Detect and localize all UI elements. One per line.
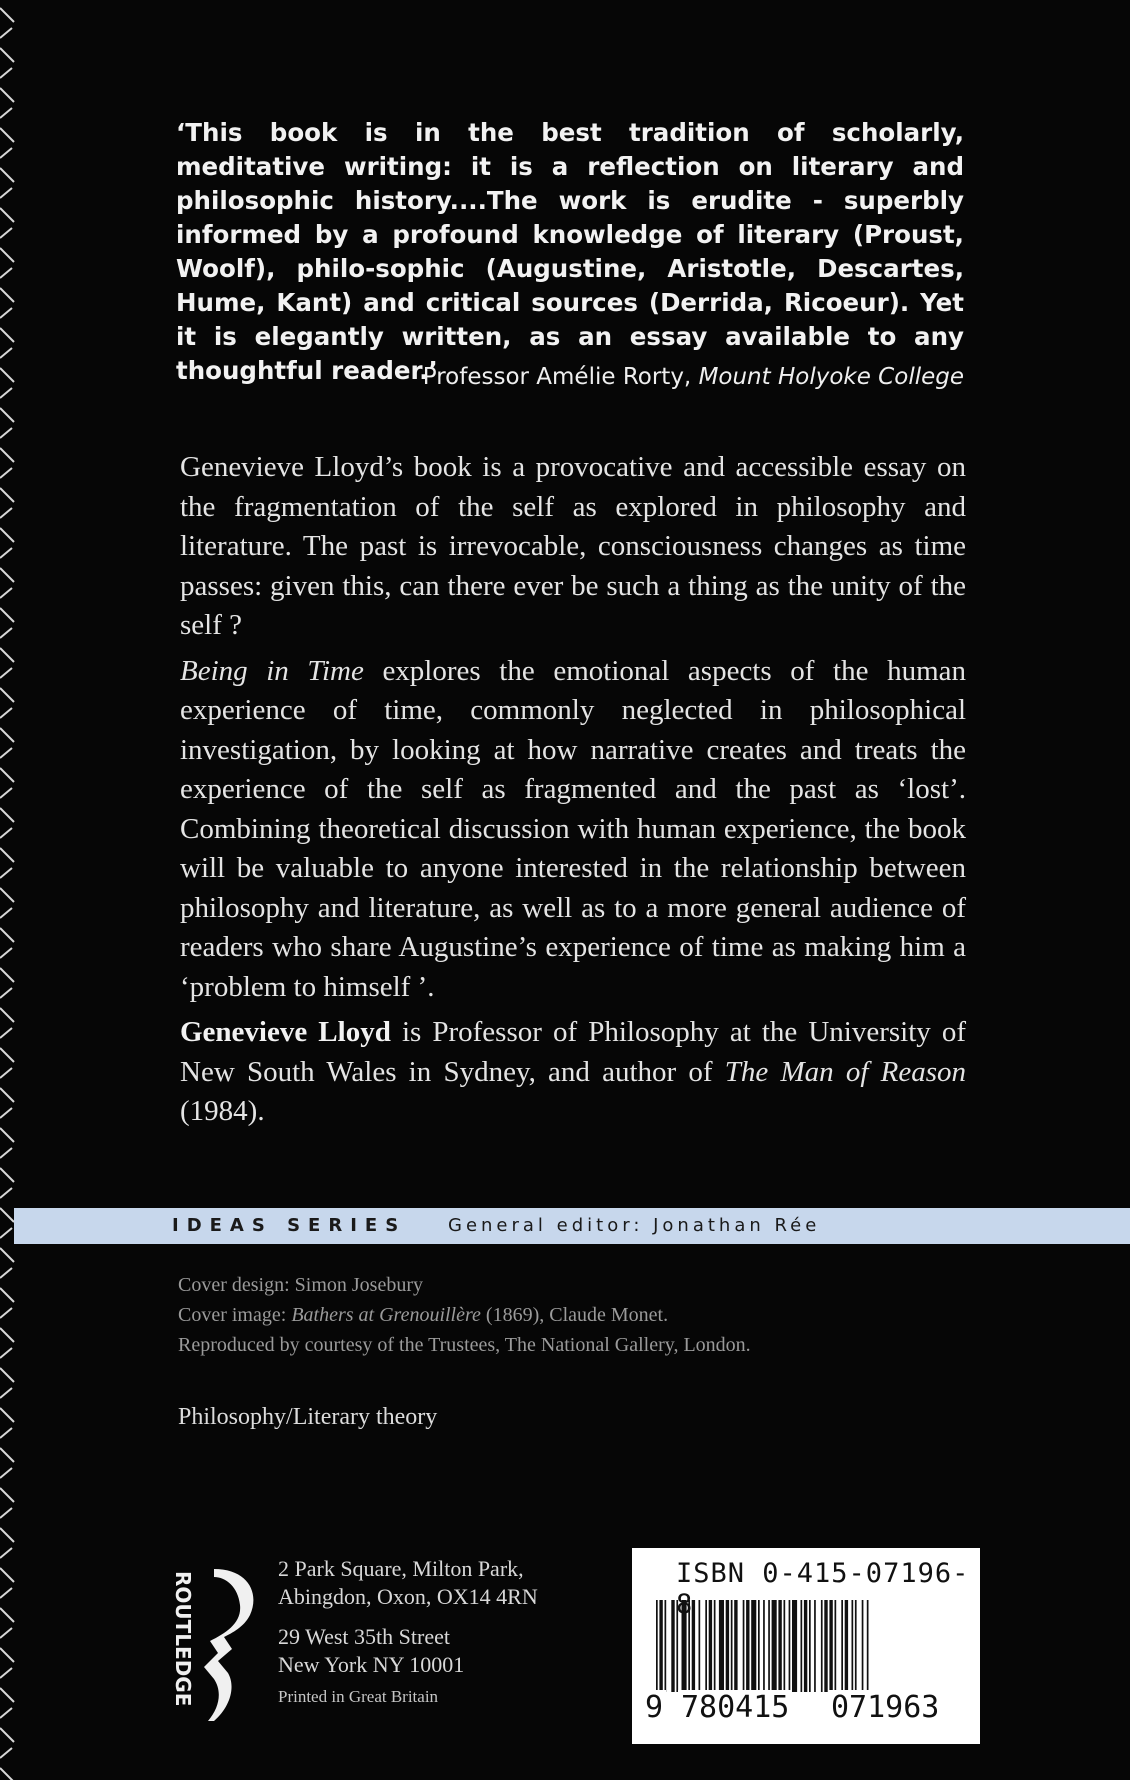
barcode-bar [692,1600,695,1692]
spine-mark [0,1728,14,1758]
barcode-bar [709,1600,712,1692]
isbn-label: ISBN 0-415-07196- [676,1558,970,1589]
barcode-bar [734,1600,737,1692]
spine-mark [0,1768,14,1780]
spine-mark [0,1168,14,1198]
routledge-logo [170,1567,262,1727]
spine-mark [0,368,14,398]
cover-image-title: Bathers at Grenouillère [291,1304,481,1326]
barcode-bar [852,1600,854,1692]
barcode-bar [845,1600,848,1692]
barcode-bar [731,1600,733,1692]
barcode-bar [867,1600,869,1692]
spine-mark [0,1448,14,1478]
spine-mark [0,688,14,718]
spine-mark [0,968,14,998]
barcode-bar [714,1600,716,1692]
publisher-addresses [278,1555,598,1711]
cover-image-details: (1869), Claude Monet. [485,1304,669,1326]
description-paragraph-2 [180,652,966,1008]
spine-mark [0,888,14,918]
cover-credits [178,1270,978,1360]
printed-in: Printed in Great Britain [278,1687,439,1706]
barcode-bar [726,1600,729,1692]
author-name: Genevieve Lloyd [180,1016,391,1048]
author-bio [180,1013,966,1132]
cover-image-label: Cover image: [178,1304,287,1326]
barcode-bar [804,1600,807,1692]
barcode-bar [778,1600,781,1692]
spine-mark [0,1568,14,1598]
series-bar [14,1208,1130,1244]
barcode-bar [665,1600,667,1692]
review-quote: ‘This book is in the best tradition of scholarly, meditative writing: it is a reflection on literary and philosophic history....The work is erudite - superbly informed by a profound knowledge of literary (Proust, Woolf), philo-sophic (Augustine, Aristotle, Descartes, Hume, Kant) and critical sources (Derrida, Ricoeur). Yet it is elegantly written, as an essay available to any thoughtful reader.’ [176,118,964,385]
address-uk-line-2: Abingdon, Oxon, OX14 4RN [278,1584,538,1609]
spine-mark [0,1208,14,1238]
series-editor: General editor: Jonathan Rée [448,1215,821,1236]
barcode-bar [801,1600,803,1692]
prior-book-title: The Man of Reason [724,1055,967,1088]
spine-mark [0,8,14,38]
description-paragraph-2-text: explores the emotional aspects of the human experience of time, commonly neglected in philosophical investigation, by looking at how narrative creates and treats the experience of the self as fragmented and the past as ‘lost’. Combining theoretical discussion with human experience, the book will be valuable to anyone interested in the relationship between philosophy and literature, as well as to a more general audience of readers who share Augustine’s experience of time as making him a ‘problem to himself ’. [180,654,966,1003]
spine-mark [0,648,14,678]
spine-mark [0,288,14,318]
spine-mark [0,328,14,358]
publisher-block [170,1555,590,1735]
barcode-bar [743,1600,745,1692]
spine-mark [0,1128,14,1158]
subject-category: Philosophy/Literary theory [178,1404,438,1430]
spine-mark [0,248,14,278]
spine-mark [0,1368,14,1398]
spine-mark [0,728,14,758]
barcode-bar [682,1600,687,1692]
spine-mark [0,1488,14,1518]
spine-mark [0,1648,14,1678]
ean-left-group: 780415 [678,1690,792,1725]
cover-design-credit: Cover design: Simon Josebury [178,1274,423,1296]
spine-mark [0,1408,14,1438]
barcode-bar [746,1600,749,1692]
spine-mark [0,48,14,78]
spine-mark [0,1688,14,1718]
barcode-bar [751,1600,756,1692]
spine-mark [0,808,14,838]
quote-author: Professor Amélie Rorty, [422,364,692,390]
barcode-bar [855,1600,857,1692]
spine-mark [0,1048,14,1078]
barcode-bar [789,1600,791,1692]
barcode-bar [824,1600,827,1692]
spine-mark [0,768,14,798]
spine-mark [0,1248,14,1278]
spine-mark [0,928,14,958]
ean-first-digit: 9 [642,1690,666,1725]
barcode-bar [862,1600,864,1692]
spine-mark [0,408,14,438]
barcode-bar [814,1600,816,1692]
address-us-line-2: New York NY 10001 [278,1652,465,1677]
barcode-bar [676,1600,678,1692]
barcode-bar [829,1600,832,1692]
barcode-bar [821,1600,823,1692]
book-title: Being in Time [180,654,364,687]
spine-marks [0,0,22,1780]
spine-mark [0,1528,14,1558]
barcode-bar [705,1600,707,1692]
spine-mark [0,168,14,198]
author-bio-text: is Professor of Philosophy at the University of New South Wales in Sydney, and author of [180,1016,967,1088]
reproduction-credit: Reproduced by courtesy of the Trustees, The National Gallery, London. [178,1334,751,1356]
spine-mark [0,1008,14,1038]
barcode-bar [792,1600,797,1692]
barcode-bar [688,1600,690,1692]
address-uk-line-1: 2 Park Square, Milton Park, [278,1556,524,1581]
barcode-bar [835,1600,837,1692]
ean-right-group: 071963 [828,1690,942,1725]
book-description [180,448,966,1132]
spine-mark [0,1608,14,1638]
spine-mark [0,568,14,598]
spine-mark [0,848,14,878]
series-name: IDEAS SERIES [172,1215,407,1236]
barcode-bar [784,1600,786,1692]
cover-image-credit [178,1300,978,1330]
routledge-emblem [204,1569,253,1721]
spine-mark [0,1328,14,1358]
barcode-bar [719,1600,724,1692]
quote-attribution [176,364,964,390]
spine-mark [0,88,14,118]
spine-mark [0,528,14,558]
barcode-bar [772,1600,777,1692]
spine-mark [0,488,14,518]
barcode-bar [758,1600,760,1692]
prior-book-year: (1984). [180,1095,265,1127]
quote-institution: Mount Holyoke College [698,364,964,390]
spine-mark [0,1088,14,1118]
barcode-bar [809,1600,811,1692]
spine-mark [0,448,14,478]
spine-mark [0,128,14,158]
description-paragraph-1: Genevieve Lloyd’s book is a provocative and accessible essay on the fragmentation of the self as explored in philosophy and literature. The past is irrevocable, consciousness changes as time passes: given this, can there ever be such a thing as the unity of the self ? [180,451,966,641]
spine-mark [0,1288,14,1318]
barcode-box [632,1548,980,1744]
spine-mark [0,608,14,638]
barcode-bar [841,1600,843,1692]
barcode-bar [671,1600,674,1692]
barcode-bar [699,1600,701,1692]
publisher-name: ROUTLEDGE [171,1571,195,1707]
spine-mark [0,208,14,238]
address-us-line-1: 29 West 35th Street [278,1624,450,1649]
